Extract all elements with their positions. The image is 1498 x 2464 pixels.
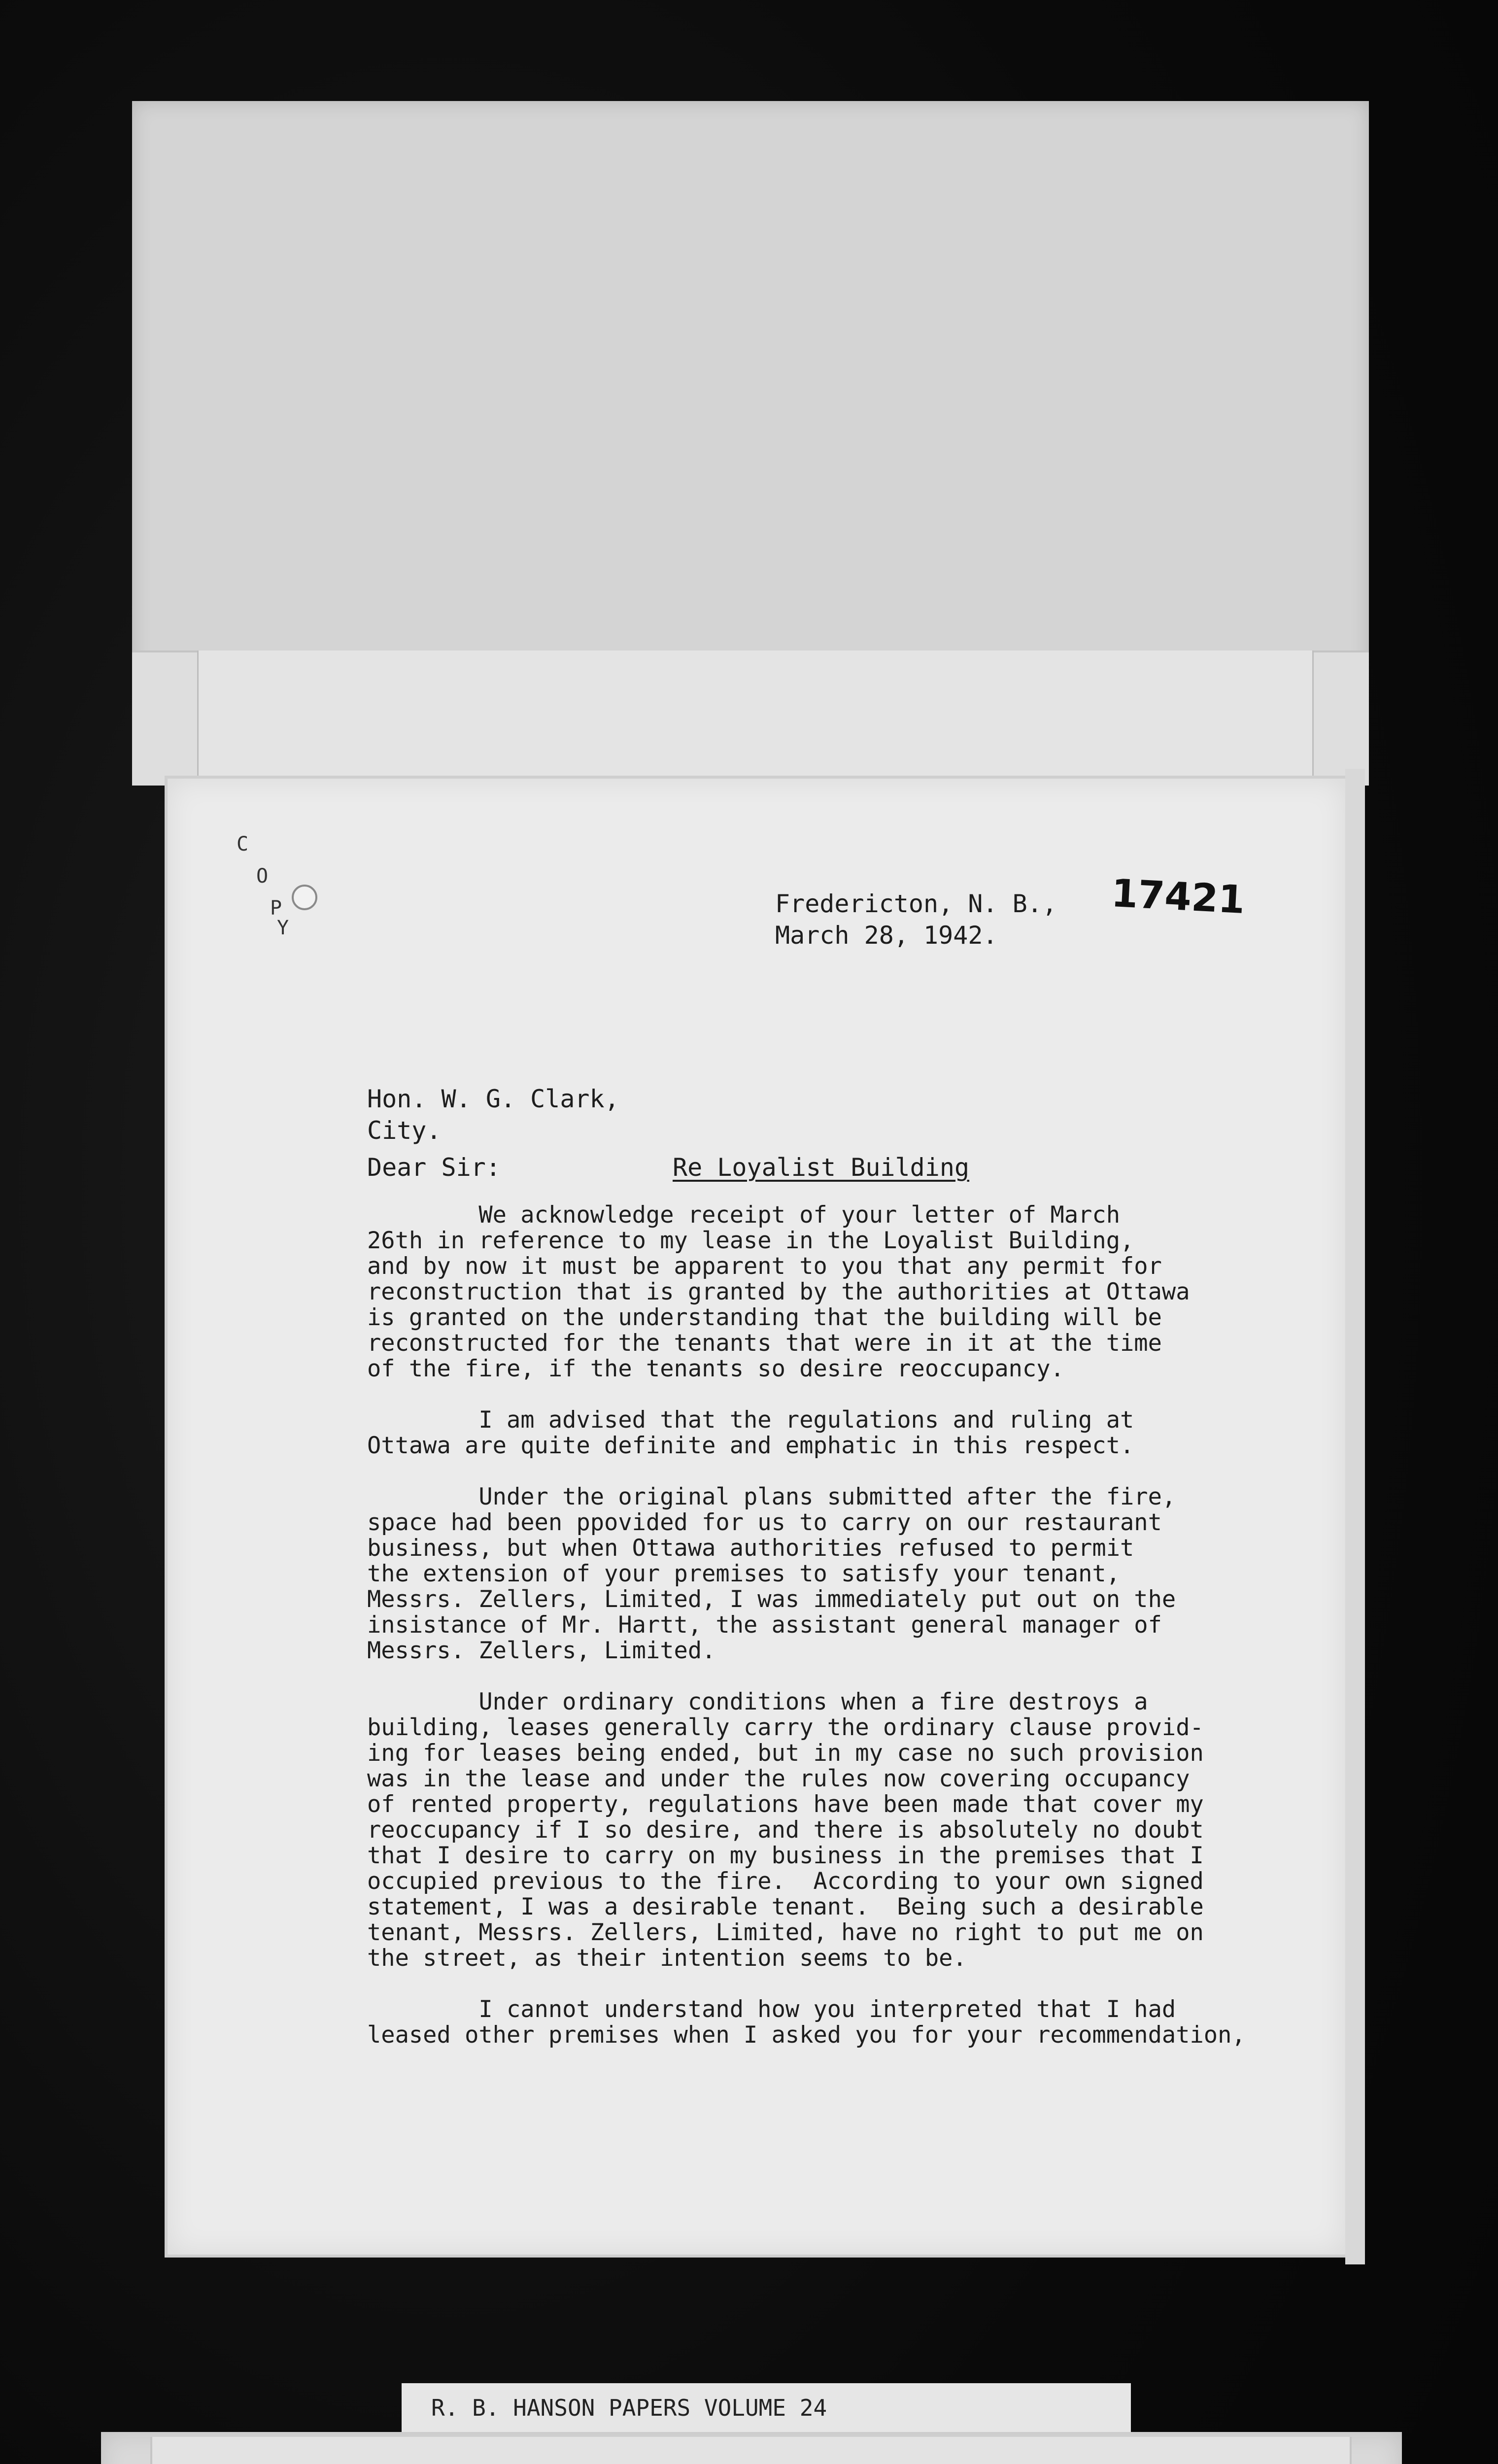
text-line: reconstruction that is granted by the authorities at Ottawa: [367, 1278, 1190, 1305]
text-line: business, but when Ottawa authorities refused to permit: [367, 1535, 1134, 1562]
text-line: I am advised that the regulations and ruling at: [367, 1406, 1134, 1434]
text-line: Messrs. Zellers, Limited.: [367, 1637, 716, 1664]
text-line: of the fire, if the tenants so desire reoccupancy.: [367, 1355, 1064, 1382]
addressee-name: Hon. W. G. Clark,: [367, 1085, 619, 1113]
text-line: ing for leases being ended, but in my case no such provision: [367, 1740, 1204, 1767]
text-line: tenant, Messrs. Zellers, Limited, have no right to put me on: [367, 1919, 1204, 1946]
text-line: the street, as their intention seems to be.: [367, 1945, 967, 1972]
salutation: Dear Sir:: [367, 1153, 501, 1182]
copy-mark-c: C: [237, 833, 249, 856]
text-line: 26th in reference to my lease in the Loyalist Building,: [367, 1227, 1134, 1254]
archives-card: [101, 2432, 1402, 2464]
letter-date: March 28, 1942.: [775, 921, 998, 950]
text-line: and by now it must be apparent to you that any permit for: [367, 1253, 1162, 1280]
text-line: reconstructed for the tenants that were in it at the time: [367, 1330, 1162, 1357]
text-line: Ottawa are quite definite and emphatic in this respect.: [367, 1432, 1134, 1459]
paragraph: [367, 1202, 1303, 1382]
text-line: the extension of your premises to satisfy your tenant,: [367, 1560, 1121, 1587]
subject-line: Re Loyalist Building: [673, 1153, 970, 1182]
copy-mark-p: P: [270, 897, 282, 920]
text-line: I cannot understand how you interpreted that I had: [367, 1996, 1176, 2023]
letter-body: [367, 1202, 1303, 2074]
text-line: We acknowledge receipt of your letter of March: [367, 1201, 1121, 1229]
text-line: reoccupancy if I so desire, and there is absolutely no doubt: [367, 1816, 1204, 1844]
text-line: Messrs. Zellers, Limited, I was immediately put out on the: [367, 1586, 1176, 1613]
paragraph: [367, 1484, 1303, 1664]
archives-card-inner: [150, 2437, 1352, 2464]
letter-place: Fredericton, N. B.,: [775, 890, 1057, 918]
place-date-block: [775, 888, 1057, 951]
paragraph: [367, 1997, 1303, 2048]
text-line: that I desire to carry on my business in the premises that I: [367, 1842, 1204, 1869]
text-line: statement, I was a desirable tenant. Being such a desirable: [367, 1893, 1204, 1920]
volume-label: R. B. HANSON PAPERS VOLUME 24: [402, 2383, 1131, 2432]
text-line: Under ordinary conditions when a fire destroys a: [367, 1688, 1148, 1715]
text-line: space had been ppovided for us to carry on our restaurant: [367, 1509, 1162, 1536]
text-line: occupied previous to the fire. According to your own signed: [367, 1868, 1204, 1895]
text-line: is granted on the understanding that the building will be: [367, 1304, 1162, 1331]
letter-page: [168, 779, 1345, 2255]
page-edge: [1345, 769, 1365, 2264]
text-line: building, leases generally carry the ordinary clause provid-: [367, 1714, 1204, 1741]
text-line: was in the lease and under the rules now covering occupancy: [367, 1765, 1190, 1792]
text-line: of rented property, regulations have been made that cover my: [367, 1791, 1204, 1818]
paragraph: [367, 1689, 1303, 1971]
punch-hole: [292, 885, 317, 910]
text-line: insistance of Mr. Hartt, the assistant general manager of: [367, 1611, 1162, 1639]
copy-mark-y: Y: [277, 917, 289, 939]
text-line: Under the original plans submitted after the fire,: [367, 1483, 1176, 1510]
copy-mark-o: O: [256, 865, 269, 888]
addressee-city: City.: [367, 1116, 442, 1145]
paragraph: [367, 1407, 1303, 1459]
reference-number: 17421: [1110, 871, 1246, 923]
text-line: leased other premises when I asked you for your recommendation,: [367, 2021, 1246, 2049]
addressee-block: [367, 1083, 619, 1146]
blank-sheet-top: [132, 101, 1369, 717]
paper-strip-inner: [197, 650, 1314, 779]
